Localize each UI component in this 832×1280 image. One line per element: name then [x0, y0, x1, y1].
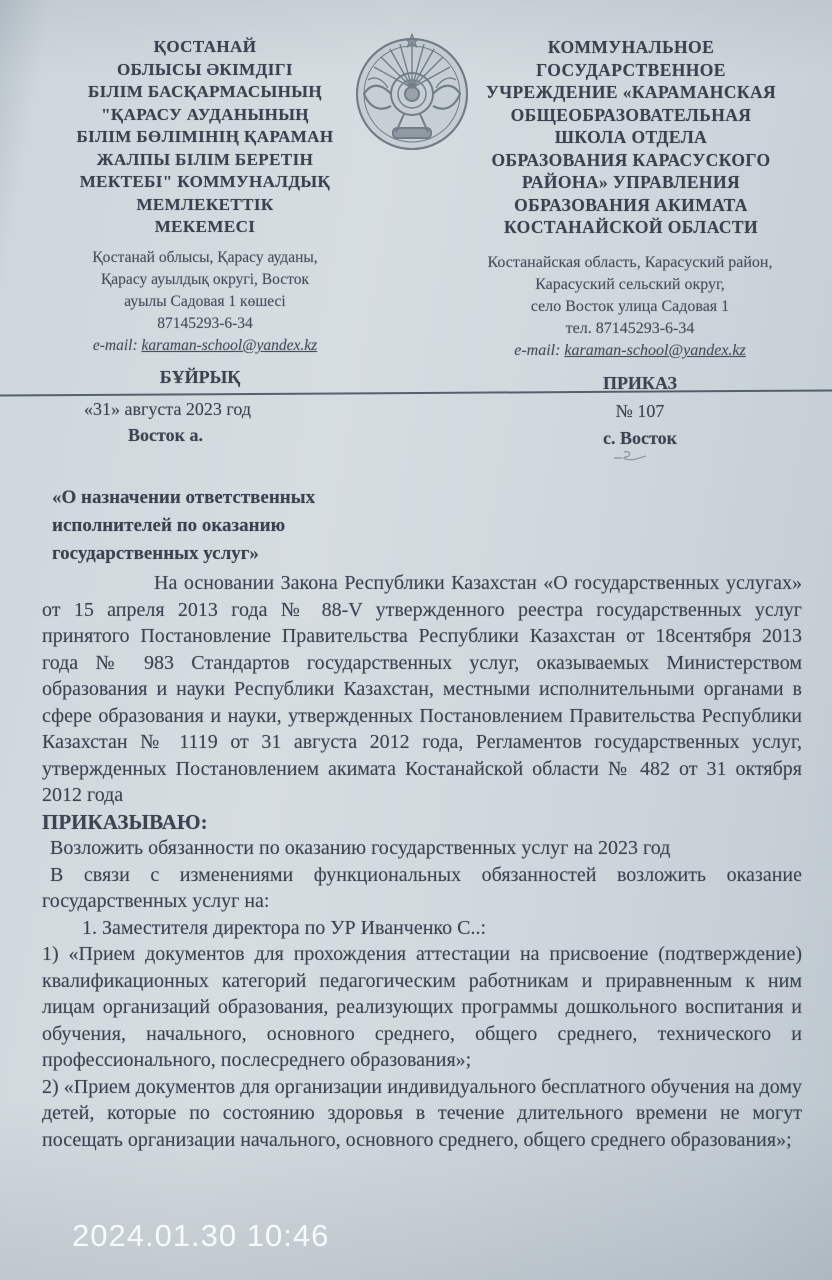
order-number: № 107 — [615, 401, 665, 421]
address-line: село Восток улица Садовая 1 — [530, 298, 730, 315]
org-line: КОММУНАЛЬНОЕ — [547, 37, 715, 57]
org-line: КОСТАНАЙСКОЙ ОБЛАСТИ — [504, 217, 758, 237]
org-line: МЕКЕМЕСІ — [154, 217, 256, 236]
org-line: ШКОЛА ОТДЕЛА — [554, 127, 708, 147]
order-title-russian: ПРИКАЗ — [602, 373, 678, 393]
order-place-russian: с. Восток — [603, 428, 677, 448]
email-address: karaman-school@yandex.kz — [141, 337, 318, 354]
order-title-kazakh: БҰЙРЫҚ — [159, 367, 241, 387]
org-name-russian — [456, 36, 806, 239]
change-line: В связи с изменениями функциональных обязанностей возложить оказание государственных услуг на: — [42, 863, 802, 912]
address-line: Қарасу ауылдық округі, Восток — [100, 271, 310, 288]
list-item-1: 1. Заместителя директора по УР Иванченко С..: — [82, 916, 487, 939]
email-address: karaman-school@yandex.kz — [564, 342, 746, 359]
email-line — [452, 340, 808, 362]
org-line: МЕКТЕБІ" КОММУНАЛДЫҚ — [79, 172, 331, 191]
org-line: МЕМЛЕКЕТТІК — [136, 194, 274, 214]
org-line: ЖАЛПЫ БІЛІМ БЕРЕТІН — [96, 149, 314, 169]
phone-number: 87145293-6-34 — [157, 315, 253, 332]
subject-line: государственных услуг» — [52, 543, 259, 564]
camera-timestamp: 2024.01.30 10:46 — [72, 1218, 330, 1253]
subject-line: «О назначении ответственных — [52, 487, 316, 508]
org-line: РАЙОНА» УПРАВЛЕНИЯ — [521, 172, 740, 192]
org-name-kazakh — [42, 36, 368, 239]
email-label: e-mail: — [92, 337, 138, 354]
org-line: УЧРЕЖДЕНИЕ «КАРАМАНСКАЯ — [485, 82, 777, 102]
phone-number: тел. 87145293-6-34 — [565, 320, 695, 337]
org-line: БІЛІМ БӨЛІМІНІҢ ҚАРАМАН — [76, 127, 334, 146]
address-line: ауылы Садовая 1 көшесі — [124, 293, 286, 310]
address-line: Карасуский сельский округ, — [535, 276, 725, 293]
order-date: «31» августа 2023 год — [84, 399, 252, 419]
assign-line: Возложить обязанности по оказанию государственных услуг на 2023 год — [50, 837, 671, 859]
order-subject — [52, 484, 472, 568]
org-line: ОБРАЗОВАНИЯ КАРАСУСКОГО — [491, 149, 771, 170]
org-line: ОБЩЕОБРАЗОВАТЕЛЬНАЯ — [510, 104, 752, 125]
email-label: e-mail: — [514, 342, 561, 359]
basis-paragraph: На основании Закона Республики Казахстан «О государственных услугах» от 15 апреля 2013 года № 88-V утвержденного реестра государственных услуг принятого Постановление Правительства Республики Казахстан от 18сентября 2013 года № 983 Стандартов государственных услуг, оказываемых Министерством образования и науки Республики Казахстан, местными исполнительными органами в сфере образования и науки, утвержденных Постановлением Правительства Республики Казахстан № 1119 от 31 августа 2012 года, Регламентов государственных услуг, утвержденных Постановлением акимата Костанайской области № 482 от 31 октября 2012 года — [42, 572, 802, 806]
address-line: Қостанай облысы, Қарасу ауданы, — [92, 249, 318, 266]
org-line: "ҚАРАСУ АУДАНЫНЫҢ — [101, 104, 309, 124]
org-line: ГОСУДАРСТВЕННОЕ — [536, 59, 726, 80]
contact-info-kazakh — [42, 247, 368, 357]
ink-smudge — [612, 448, 652, 464]
subject-line: исполнителей по оказанию — [52, 515, 286, 536]
decree-word: ПРИКАЗЫВАЮ: — [42, 809, 208, 834]
org-line: ОБРАЗОВАНИЯ АКИМАТА — [514, 194, 748, 215]
contact-info-russian — [452, 252, 808, 362]
service-item-1: 1) «Прием документов для прохождения аттестации на присвоение (подтверждение) квалификационных категорий педагогическим работникам и приравненным к ним лицам организаций образования, реализующих программы дошкольного воспитания и обучения, начального, основного среднего, общего среднего, технического и профессионального, послесреднего образования»; — [42, 943, 802, 1071]
org-line: ҚОСТАНАЙ — [153, 37, 257, 56]
org-line: ОБЛЫСЫ ӘКІМДІГІ — [117, 59, 293, 79]
order-body — [42, 570, 802, 1153]
service-item-2: 2) «Прием документов для организации индивидуального бесплатного обучения на дому детей, которые по состоянию здоровья в течение длительного времени не могут посещать организации начального, основного среднего, общего среднего образования»; — [42, 1075, 802, 1151]
email-line — [42, 335, 368, 357]
address-line: Костанайская область, Карасуский район, — [487, 254, 773, 271]
org-line: БІЛІМ БАСҚАРМАСЫНЫҢ — [87, 82, 322, 101]
order-place-kazakh: Восток а. — [128, 425, 203, 445]
